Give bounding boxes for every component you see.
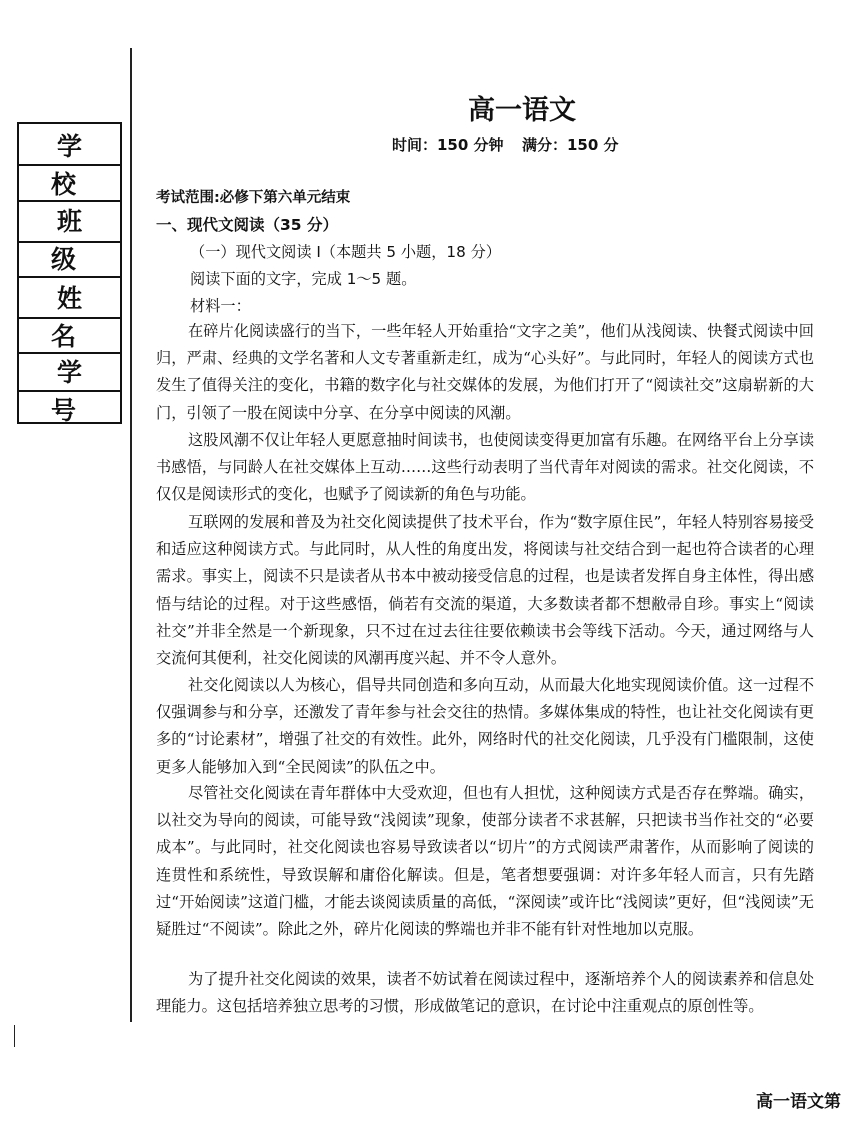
- school-label: 学 校: [50, 132, 94, 199]
- exam-scope: 考试范围:必修下第六单元结束: [156, 190, 351, 206]
- page-footer: 高一语文第: [756, 1092, 841, 1112]
- name-write-row[interactable]: [19, 317, 120, 319]
- sub-section-heading: （一）现代文阅读 I（本题共 5 小题，18 分）: [190, 243, 501, 261]
- binding-line-lower: [14, 1025, 15, 1047]
- class-row-divider: [19, 200, 120, 202]
- material-label: 材料一：: [190, 297, 251, 315]
- paragraph-1: 在碎片化阅读盛行的当下，一些年轻人开始重拾“文字之美”，他们从浅阅读、快餐式阅读中回归，严肃、经典的文学名著和人文专著重新走红，成为“心头好”。与此同时，年轻人的阅读方式也发生了值得关注的变化，书籍的数字化与社交媒体的发展，为他们打开了“阅读社交”这扇崭新的大门，引领了一股在阅读中分享、在分享中阅读的风潮。: [156, 322, 814, 422]
- exam-time: 时间：150 分钟: [392, 136, 504, 154]
- student-number-label: 学 号: [50, 358, 94, 425]
- class-label: 班 级: [50, 207, 94, 274]
- paragraph-4: 社交化阅读以人为核心，倡导共同创造和多向互动，从而最大化地实现阅读价值。这一过程不仅强调参与和分享，还激发了青年参与社会交往的热情。多媒体集成的特性，也让社交化阅读有更多的“讨论素材”，增强了社交的有效性。此外，网络时代的社交化阅读，几乎没有门槛限制，这使更多人能够加入到“全民阅读”的队伍之中。: [156, 676, 814, 776]
- number-write-row[interactable]: [19, 390, 120, 392]
- paragraph-2: 这股风潮不仅让年轻人更愿意抽时间读书，也使阅读变得更加富有乐趣。在网络平台上分享读书感悟，与同龄人在社交媒体上互动……这些行动表明了当代青年对阅读的需求。社交化阅读，不仅仅是阅读形式的变化，也赋予了阅读新的角色与功能。: [156, 431, 814, 504]
- name-row-divider: [19, 276, 120, 278]
- paragraph-5: 尽管社交化阅读在青年群体中大受欢迎，但也有人担忧，这种阅读方式是否存在弊端。确实，以社交为导向的阅读，可能导致“浅阅读”现象，使部分读者不求甚解，只把读书当作社交的“必要成本”。与此同时，社交化阅读也容易导致读者以“切片”的方式阅读严肃著作，从而影响了阅读的连贯性和系统性，导致误解和庸俗化解读。但是，笔者想要强调：对许多年轻人而言，只有先踏过“开始阅读”这道门槛，才能去谈阅读质量的高低，“深阅读”或许比“浅阅读”更好，但“浅阅读”无疑胜过“不阅读”。除此之外，碎片化阅读的弊端也并非不能有针对性地加以克服。: [156, 784, 814, 939]
- paragraph-6: 为了提升社交化阅读的效果，读者不妨试着在阅读过程中，逐渐培养个人的阅读素养和信息处理能力。这包括培养独立思考的习惯，形成做笔记的意识，在讨论中注重观点的原创性等。: [156, 970, 814, 1016]
- class-write-row[interactable]: [19, 241, 120, 243]
- school-write-row[interactable]: [19, 164, 120, 166]
- section-heading: 一、现代文阅读（35 分）: [156, 216, 338, 234]
- paragraph-3: 互联网的发展和普及为社交化阅读提供了技术平台，作为“数字原住民”，年轻人特别容易接受和适应这种阅读方式。与此同时，从人性的角度出发，将阅读与社交结合到一起也符合读者的心理需求。事实上，阅读不只是读者从书本中被动接受信息的过程，也是读者发挥自身主体性，得出感悟与结论的过程。对于这些感悟，倘若有交流的渠道，大多数读者都不想敝帚自珍。事实上“阅读社交”并非全然是一个新现象，只不过在过去往往要依赖读书会等线下活动。今天，通过网络与人交流何其便利，社交化阅读的风潮再度兴起、并不令人意外。: [156, 513, 814, 668]
- reading-instruction: 阅读下面的文字，完成 1～5 题。: [190, 270, 417, 288]
- name-label: 姓 名: [50, 284, 94, 351]
- binding-line: [130, 48, 132, 1022]
- page-title: 高一语文: [468, 95, 576, 126]
- student-info-box: [17, 122, 122, 424]
- full-score: 满分：150 分: [522, 136, 619, 154]
